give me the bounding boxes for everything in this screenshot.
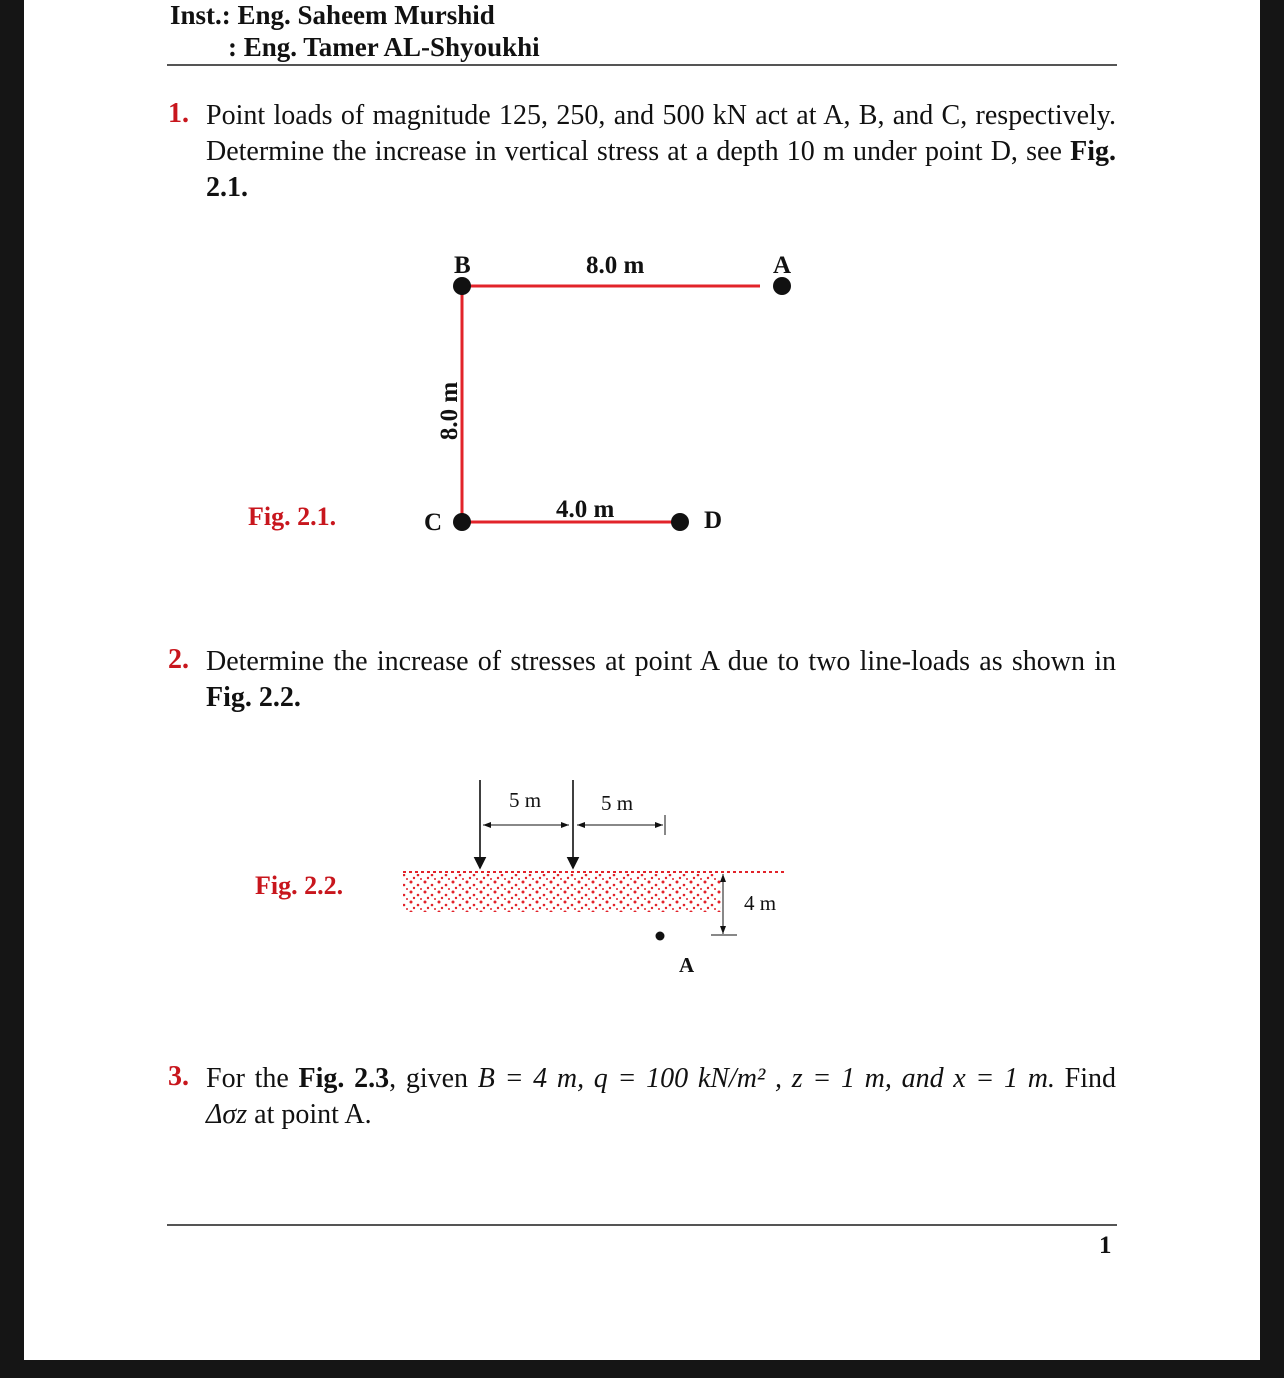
- question-2-number: 2.: [168, 644, 189, 675]
- question-3-prefix: For the: [206, 1063, 289, 1094]
- fig-2-1-caption: Fig. 2.1.: [248, 502, 337, 531]
- depth-label: 4 m: [744, 891, 777, 915]
- page-number: 1: [1099, 1232, 1112, 1259]
- fig-2-2-diagram: [395, 770, 795, 970]
- label-point-D: D: [704, 507, 723, 534]
- question-1-number: 1.: [168, 98, 189, 129]
- question-1-fig-number: 2.1.: [206, 172, 248, 203]
- question-1-fig-ref: Fig.: [1070, 136, 1117, 167]
- instructor-line-1: Inst.: Eng. Saheem Murshid: [170, 0, 495, 30]
- question-1-text: [206, 98, 1116, 206]
- soil-layer: [403, 874, 721, 912]
- label-point-C: C: [424, 509, 443, 536]
- dimension-B-A: 8.0 m: [586, 252, 645, 279]
- point-D-marker: [671, 513, 689, 531]
- question-1-line-2: [206, 134, 1116, 170]
- question-3-delta-sigma: Δσz: [206, 1099, 248, 1130]
- spacing-1-label: 5 m: [509, 788, 542, 812]
- header-rule: [167, 64, 1117, 66]
- fig-2-2-caption: Fig. 2.2.: [255, 871, 344, 900]
- point-A-label: A: [679, 953, 695, 977]
- question-3-text: [206, 1061, 1116, 1133]
- question-3-suffix: Find: [1064, 1063, 1117, 1094]
- question-3-number: 3.: [168, 1061, 189, 1092]
- label-point-A: A: [773, 252, 792, 279]
- question-3-line-1: [206, 1061, 1116, 1097]
- question-3-fig-ref: Fig. 2.3: [298, 1063, 390, 1094]
- question-3-given: , given: [389, 1063, 469, 1094]
- question-1-line-3: [206, 170, 1116, 206]
- point-C-marker: [453, 513, 471, 531]
- question-1-line-1: Point loads of magnitude 125, 250, and 500 kN act at A, B, and C, respectively.: [206, 100, 1116, 131]
- dimension-B-C: 8.0 m: [436, 381, 463, 441]
- label-point-B: B: [454, 252, 471, 279]
- dimension-C-D: 4.0 m: [556, 496, 615, 523]
- instructor-line-2: : Eng. Tamer AL-Shyoukhi: [228, 32, 540, 62]
- question-1-line-2-text: Determine the increase in vertical stress at a depth 10 m under point D, see: [206, 136, 1062, 167]
- question-3-math: B = 4 m, q = 100 kN/m² , z = 1 m, and x = 1 m.: [477, 1063, 1055, 1094]
- question-2-line-1: Determine the increase of stresses at point A due to two line-loads as shown in: [206, 646, 1116, 677]
- spacing-2-label: 5 m: [601, 791, 634, 815]
- point-A-marker: [656, 932, 665, 941]
- question-3-line-2-text: at point A.: [254, 1099, 372, 1130]
- question-3-line-2: [206, 1097, 1116, 1133]
- footer-rule: [167, 1224, 1117, 1226]
- question-2-text: [206, 644, 1116, 716]
- question-2-fig-ref: Fig. 2.2.: [206, 682, 301, 713]
- question-2-line-2: [206, 680, 1116, 716]
